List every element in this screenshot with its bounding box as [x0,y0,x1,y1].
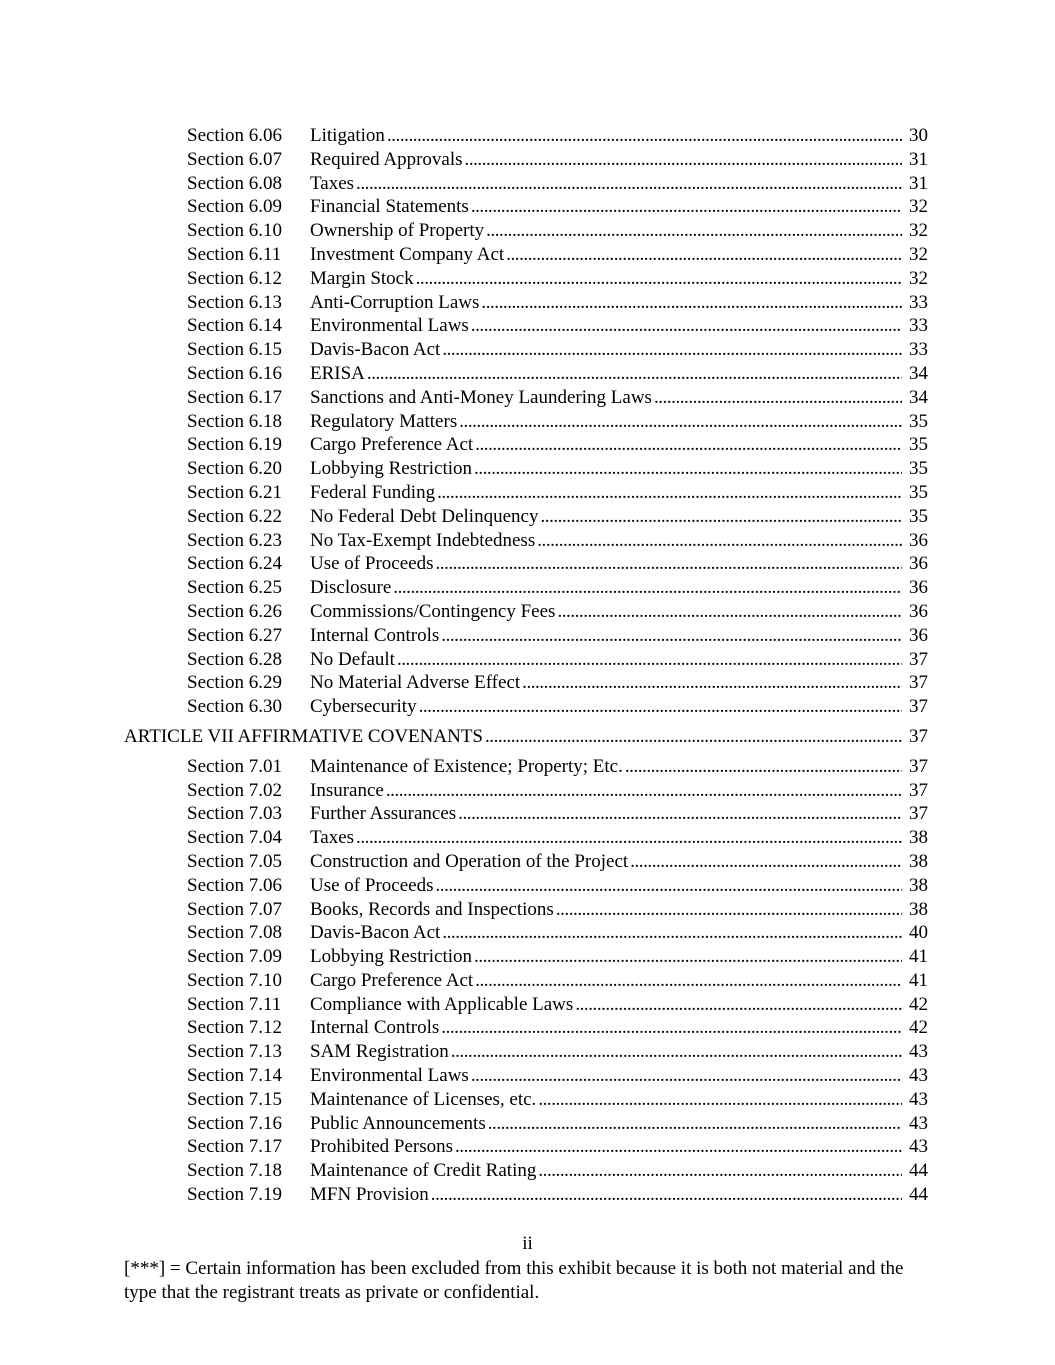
toc-leader-dots [455,1135,902,1159]
toc-section-title: Lobbying Restriction [310,458,473,480]
toc-page-number: 33 [909,315,928,337]
toc-section-number: Section 6.09 [187,196,282,218]
toc-section-title: Environmental Laws [310,1065,469,1087]
toc-leader-dots [471,314,902,338]
toc-section-number: Section 7.11 [187,993,282,1015]
toc-section-number: Section 6.11 [187,243,282,265]
toc-page-number: 44 [909,1184,928,1206]
toc-section-number: Section 7.10 [187,969,282,991]
toc-section-number: Section 6.13 [187,291,282,313]
toc-leader-dots [387,124,902,148]
toc-page-number: 34 [909,362,928,384]
toc-entry-row[interactable] [0,195,1055,219]
toc-page-number: 36 [909,529,928,551]
toc-page-number: 37 [909,755,928,777]
toc-section-title: Prohibited Persons [310,1136,454,1158]
toc-section-number: Section 6.30 [187,696,282,718]
toc-section-title: Cargo Preference Act [310,969,474,991]
toc-entry-row[interactable] [0,124,1055,148]
toc-entry-row[interactable] [0,314,1055,338]
toc-section-title: Required Approvals [310,148,463,170]
toc-section-title: Taxes [310,172,355,194]
toc-section-number: Section 6.08 [187,172,282,194]
toc-section-title: Disclosure [310,577,392,599]
toc-entry-row[interactable] [0,1064,1055,1088]
toc-section-number: Section 7.02 [187,779,282,801]
toc-section-group-7 [0,755,1055,1207]
toc-article-page: 37 [909,725,928,747]
toc-entry-row[interactable] [0,243,1055,267]
toc-section-number: Section 6.28 [187,648,282,670]
toc-leader-dots [556,898,902,922]
toc-page-number: 44 [909,1160,928,1182]
toc-entry-row[interactable] [0,267,1055,291]
toc-page-number: 37 [909,803,928,825]
toc-entry-row[interactable] [0,898,1055,922]
toc-section-title: Compliance with Applicable Laws [310,993,574,1015]
toc-page-number: 35 [909,434,928,456]
toc-section-number: Section 7.05 [187,850,282,872]
toc-entry-row[interactable] [0,1088,1055,1112]
toc-page-number: 32 [909,267,928,289]
toc-leader-dots [431,1183,902,1207]
toc-leader-dots [538,1159,902,1183]
toc-section-number: Section 7.03 [187,803,282,825]
toc-section-title: Financial Statements [310,196,469,218]
confidentiality-note: [***] = Certain information has been excluded from this exhibit because it is both not material and the type that the registrant treats as private or confidential. [124,1258,904,1303]
toc-section-title: Taxes [310,827,355,849]
toc-entry-row[interactable] [0,505,1055,529]
toc-entry-row[interactable] [0,671,1055,695]
toc-section-number: Section 7.13 [187,1041,282,1063]
toc-leader-dots [397,648,902,672]
toc-leader-dots [465,148,902,172]
toc-section-number: Section 6.12 [187,267,282,289]
toc-section-number: Section 7.07 [187,898,282,920]
toc-section-number: Section 6.27 [187,624,282,646]
toc-entry-row[interactable] [0,993,1055,1017]
toc-leader-dots [625,755,902,779]
toc-page-number: 42 [909,1017,928,1039]
toc-leader-dots [419,695,902,719]
toc-page-number: 35 [909,505,928,527]
toc-leader-dots [475,969,902,993]
toc-entry-row[interactable] [0,291,1055,315]
toc-page-number: 35 [909,410,928,432]
toc-section-title: Further Assurances [310,803,457,825]
toc-section-number: Section 7.09 [187,946,282,968]
toc-page-number: 36 [909,553,928,575]
toc-section-title: Regulatory Matters [310,410,458,432]
toc-section-group-6 [0,124,1055,719]
toc-section-number: Section 7.14 [187,1065,282,1087]
toc-section-number: Section 6.06 [187,125,282,146]
toc-leader-dots [630,850,902,874]
toc-entry-row[interactable] [0,529,1055,553]
toc-leader-dots [441,624,902,648]
toc-section-title: Lobbying Restriction [310,946,473,968]
toc-section-number: Section 7.19 [187,1184,282,1206]
toc-section-number: Section 7.18 [187,1160,282,1182]
toc-page-number: 37 [909,696,928,718]
toc-leader-dots [416,267,902,291]
toc-section-number: Section 7.06 [187,874,282,896]
toc-page-number: 38 [909,850,928,872]
toc-entry-row[interactable] [0,874,1055,898]
toc-page-number: 33 [909,291,928,313]
toc-section-title: Internal Controls [310,1017,440,1039]
toc-leader-dots [475,433,902,457]
toc-leader-dots [471,195,902,219]
toc-entry-row[interactable] [0,624,1055,648]
toc-section-number: Section 7.15 [187,1088,282,1110]
toc-section-title: ERISA [310,362,365,384]
toc-section-number: Section 6.26 [187,600,282,622]
toc-page-number: 43 [909,1136,928,1158]
toc-section-number: Section 7.16 [187,1112,282,1134]
toc-section-title: Margin Stock [310,267,414,289]
toc-section-number: Section 7.12 [187,1017,282,1039]
toc-entry-row[interactable] [0,600,1055,624]
toc-section-title: Public Announcements [310,1112,486,1134]
toc-section-title: Maintenance of Existence; Property; Etc. [310,755,623,777]
toc-section-title: Davis-Bacon Act [310,339,441,361]
toc-entry-row[interactable] [0,779,1055,803]
toc-leader-dots [393,576,902,600]
toc-section-title: Environmental Laws [310,315,469,337]
toc-entry-row[interactable] [0,433,1055,457]
toc-entry-row[interactable] [0,457,1055,481]
toc-page-number: 43 [909,1112,928,1134]
toc-entry-row[interactable] [0,802,1055,826]
toc-section-title: Commissions/Contingency Fees [310,600,556,622]
toc-page-number: 37 [909,672,928,694]
toc-section-title: Investment Company Act [310,243,505,265]
toc-section-number: Section 7.17 [187,1136,282,1158]
toc-entry-row[interactable] [0,850,1055,874]
toc-entry-row[interactable] [0,1016,1055,1040]
toc-section-number: Section 6.25 [187,577,282,599]
toc-entry-row[interactable] [0,1135,1055,1159]
toc-page-number: 37 [909,779,928,801]
toc-section-title: No Material Adverse Effect [310,672,521,694]
toc-page-number: 43 [909,1088,928,1110]
toc-leader-dots [356,826,902,850]
toc-section-number: Section 6.18 [187,410,282,432]
toc-entry-row[interactable] [0,695,1055,719]
toc-leader-dots [458,802,902,826]
toc-section-number: Section 6.24 [187,553,282,575]
toc-entry-row[interactable] [0,1112,1055,1136]
toc-leader-dots [481,291,902,315]
toc-section-title: SAM Registration [310,1041,449,1063]
toc-leader-dots [486,219,902,243]
toc-page-number: 40 [909,922,928,944]
toc-section-number: Section 6.16 [187,362,282,384]
toc-section-title: No Federal Debt Delinquency [310,505,539,527]
toc-page-number: 42 [909,993,928,1015]
toc-leader-dots [540,505,902,529]
toc-section-title: Maintenance of Licenses, etc. [310,1088,537,1110]
toc-entry-row[interactable] [0,1183,1055,1207]
toc-entry-row[interactable] [0,172,1055,196]
toc-section-title: Insurance [310,779,384,801]
table-of-contents [0,124,1055,1207]
toc-section-title: Cybersecurity [310,696,417,718]
toc-section-number: Section 6.17 [187,386,282,408]
toc-section-title: Construction and Operation of the Project [310,850,629,872]
toc-page-number: 38 [909,874,928,896]
toc-leader-dots [538,1088,902,1112]
toc-entry-row[interactable] [0,921,1055,945]
toc-leader-dots [442,921,902,945]
toc-leader-dots [522,671,902,695]
toc-section-number: Section 7.04 [187,827,282,849]
toc-leader-dots [471,1064,902,1088]
toc-section-number: Section 6.21 [187,481,282,503]
toc-entry-row[interactable] [0,826,1055,850]
toc-entry-row[interactable] [0,648,1055,672]
toc-section-number: Section 6.22 [187,505,282,527]
toc-section-number: Section 7.08 [187,922,282,944]
toc-section-number: Section 6.20 [187,458,282,480]
toc-leader-dots [435,552,902,576]
toc-article-title: ARTICLE VII AFFIRMATIVE COVENANTS [124,725,483,747]
toc-leader-dots [356,172,902,196]
toc-entry-row[interactable] [0,148,1055,172]
toc-entry-row[interactable] [0,945,1055,969]
toc-section-title: Use of Proceeds [310,553,434,575]
toc-page-number: 38 [909,827,928,849]
toc-leader-dots [437,481,902,505]
toc-section-title: Sanctions and Anti-Money Laundering Laws [310,386,652,408]
toc-section-title: Cargo Preference Act [310,434,474,456]
toc-leader-dots [506,243,902,267]
toc-section-title: No Tax-Exempt Indebtedness [310,529,536,551]
toc-entry-row[interactable] [0,1040,1055,1064]
toc-section-number: Section 6.19 [187,434,282,456]
toc-section-title: Maintenance of Credit Rating [310,1160,537,1182]
toc-page-number: 34 [909,386,928,408]
toc-leader-dots [441,1016,902,1040]
toc-entry-row[interactable] [0,410,1055,434]
toc-section-title: Davis-Bacon Act [310,922,441,944]
toc-page-number: 43 [909,1065,928,1087]
toc-leader-dots [474,945,902,969]
toc-leader-dots [442,338,902,362]
toc-section-number: Section 7.01 [187,755,282,777]
toc-entry-row[interactable] [0,552,1055,576]
toc-leader-dots [459,410,902,434]
toc-page-number: 37 [909,648,928,670]
toc-page-number: 35 [909,481,928,503]
toc-entry-row[interactable] [0,1159,1055,1183]
toc-leader-dots [488,1112,902,1136]
toc-entry-row[interactable] [0,338,1055,362]
toc-section-title: Litigation [310,125,385,146]
toc-section-number: Section 6.15 [187,339,282,361]
toc-page-number: 41 [909,969,928,991]
toc-page-number: 30 [909,125,928,146]
toc-section-number: Section 6.29 [187,672,282,694]
toc-page-number: 36 [909,624,928,646]
toc-leader-dots [654,386,902,410]
toc-leader-dots [474,457,902,481]
toc-leader-dots [537,529,902,553]
toc-page-number: 32 [909,243,928,265]
toc-section-title: No Default [310,648,395,670]
toc-article-row[interactable] [0,725,1055,749]
toc-page-number: 33 [909,339,928,361]
toc-page-number: 36 [909,577,928,599]
toc-entry-row[interactable] [0,219,1055,243]
toc-section-number: Section 6.14 [187,315,282,337]
toc-entry-row[interactable] [0,576,1055,600]
toc-page-number: 32 [909,196,928,218]
toc-section-title: MFN Provision [310,1184,429,1206]
toc-page-number: 31 [909,148,928,170]
page-number: ii [522,1233,533,1254]
toc-page-number: 35 [909,458,928,480]
toc-page-number: 32 [909,220,928,242]
toc-section-title: Books, Records and Inspections [310,898,554,920]
toc-entry-row[interactable] [0,481,1055,505]
toc-section-title: Use of Proceeds [310,874,434,896]
toc-section-title: Anti-Corruption Laws [310,291,480,313]
toc-section-title: Internal Controls [310,624,440,646]
toc-entry-row[interactable] [0,386,1055,410]
toc-leader-dots [451,1040,902,1064]
toc-section-title: Ownership of Property [310,220,485,242]
toc-leader-dots [557,600,902,624]
toc-page-number: 41 [909,946,928,968]
toc-entry-row[interactable] [0,969,1055,993]
toc-page-number: 43 [909,1041,928,1063]
toc-leader-dots [386,779,902,803]
toc-page-number: 31 [909,172,928,194]
toc-entry-row[interactable] [0,755,1055,779]
toc-section-title: Federal Funding [310,481,436,503]
toc-leader-dots [435,874,902,898]
toc-entry-row[interactable] [0,362,1055,386]
toc-leader-dots [575,993,902,1017]
toc-leader-dots [367,362,902,386]
toc-section-number: Section 6.10 [187,220,282,242]
toc-page-number: 36 [909,600,928,622]
toc-leader-dots [485,725,902,749]
toc-page-number: 38 [909,898,928,920]
toc-section-number: Section 6.07 [187,148,282,170]
toc-section-number: Section 6.23 [187,529,282,551]
